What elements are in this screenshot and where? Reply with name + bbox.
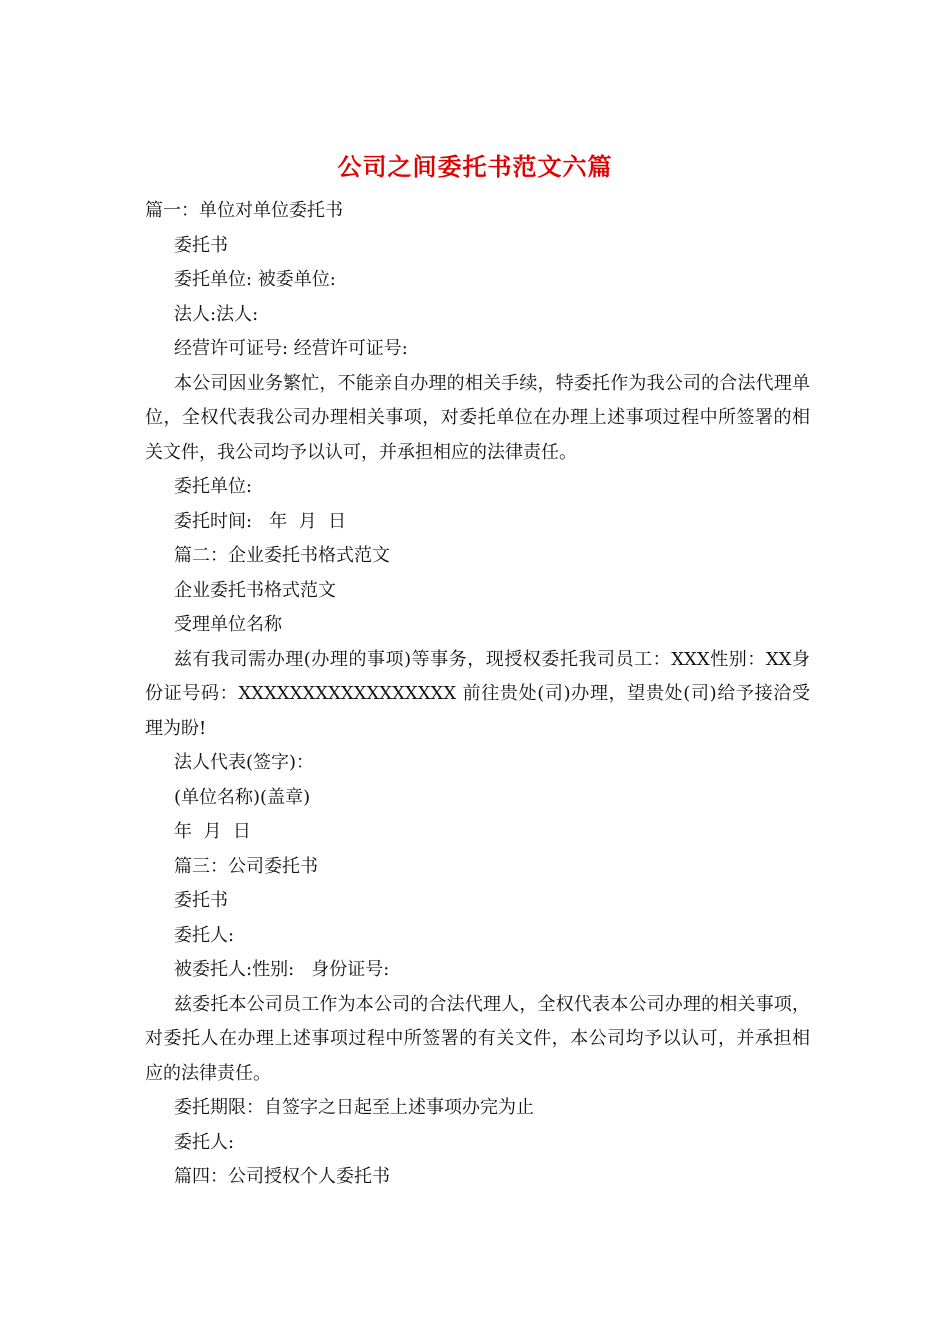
field-line: 委托人:: [174, 1131, 235, 1153]
section-heading-4: 篇四：公司授权个人委托书: [174, 1166, 390, 1187]
letter-heading: 委托书: [174, 234, 228, 256]
field-line: 委托人:: [174, 924, 235, 946]
field-line: 经营许可证号: 经营许可证号:: [174, 338, 408, 359]
body-paragraph: 兹委托本公司员工作为本公司的合法代理人，全权代表本公司办理的相关事项，对委托人在办理上述事项过程中所签署的有关文件，本公司均予以认可，并承担相应的法律责任。: [145, 993, 810, 1084]
date-line: 委托时间: 年 月 日: [174, 510, 347, 532]
field-line: 委托期限：自签字之日起至上述事项办完为止: [174, 1097, 534, 1118]
seal-line: (单位名称)(盖章): [174, 786, 311, 808]
body-paragraph: 兹有我司需办理(办理的事项)等事务，现授权委托我司员工：XXX性别：XX身份证号码：XXXXXXXXXXXXXXXXX 前往贵处(司)办理，望贵处(司)给予接洽受理为盼!: [145, 648, 810, 739]
section-heading-2: 篇二：企业委托书格式范文: [174, 545, 390, 566]
section-heading-1: 篇一：单位对单位委托书: [145, 200, 343, 221]
document-body: [145, 194, 810, 1195]
field-line: 委托单位: 被委单位:: [174, 269, 336, 290]
body-paragraph: 本公司因业务繁忙，不能亲自办理的相关手续，特委托作为我公司的合法代理单位，全权代表我公司办理相关事项，对委托单位在办理上述事项过程中所签署的相关文件，我公司均予以认可，并承担相应的法律责任。: [145, 372, 810, 463]
field-line: 被委托人:性别: 身份证号:: [174, 959, 390, 980]
date-line: 年 月 日: [174, 821, 251, 842]
field-line: 委托单位:: [174, 476, 253, 497]
signature-line: 法人代表(签字)：: [174, 752, 315, 773]
letter-heading: 委托书: [174, 890, 228, 911]
document-title: 公司之间委托书范文六篇: [337, 152, 613, 181]
field-line: 法人:法人:: [174, 303, 259, 325]
section-heading-3: 篇三：公司委托书: [174, 855, 318, 877]
field-line: 受理单位名称: [174, 614, 282, 635]
letter-heading: 企业委托书格式范文: [174, 579, 336, 601]
